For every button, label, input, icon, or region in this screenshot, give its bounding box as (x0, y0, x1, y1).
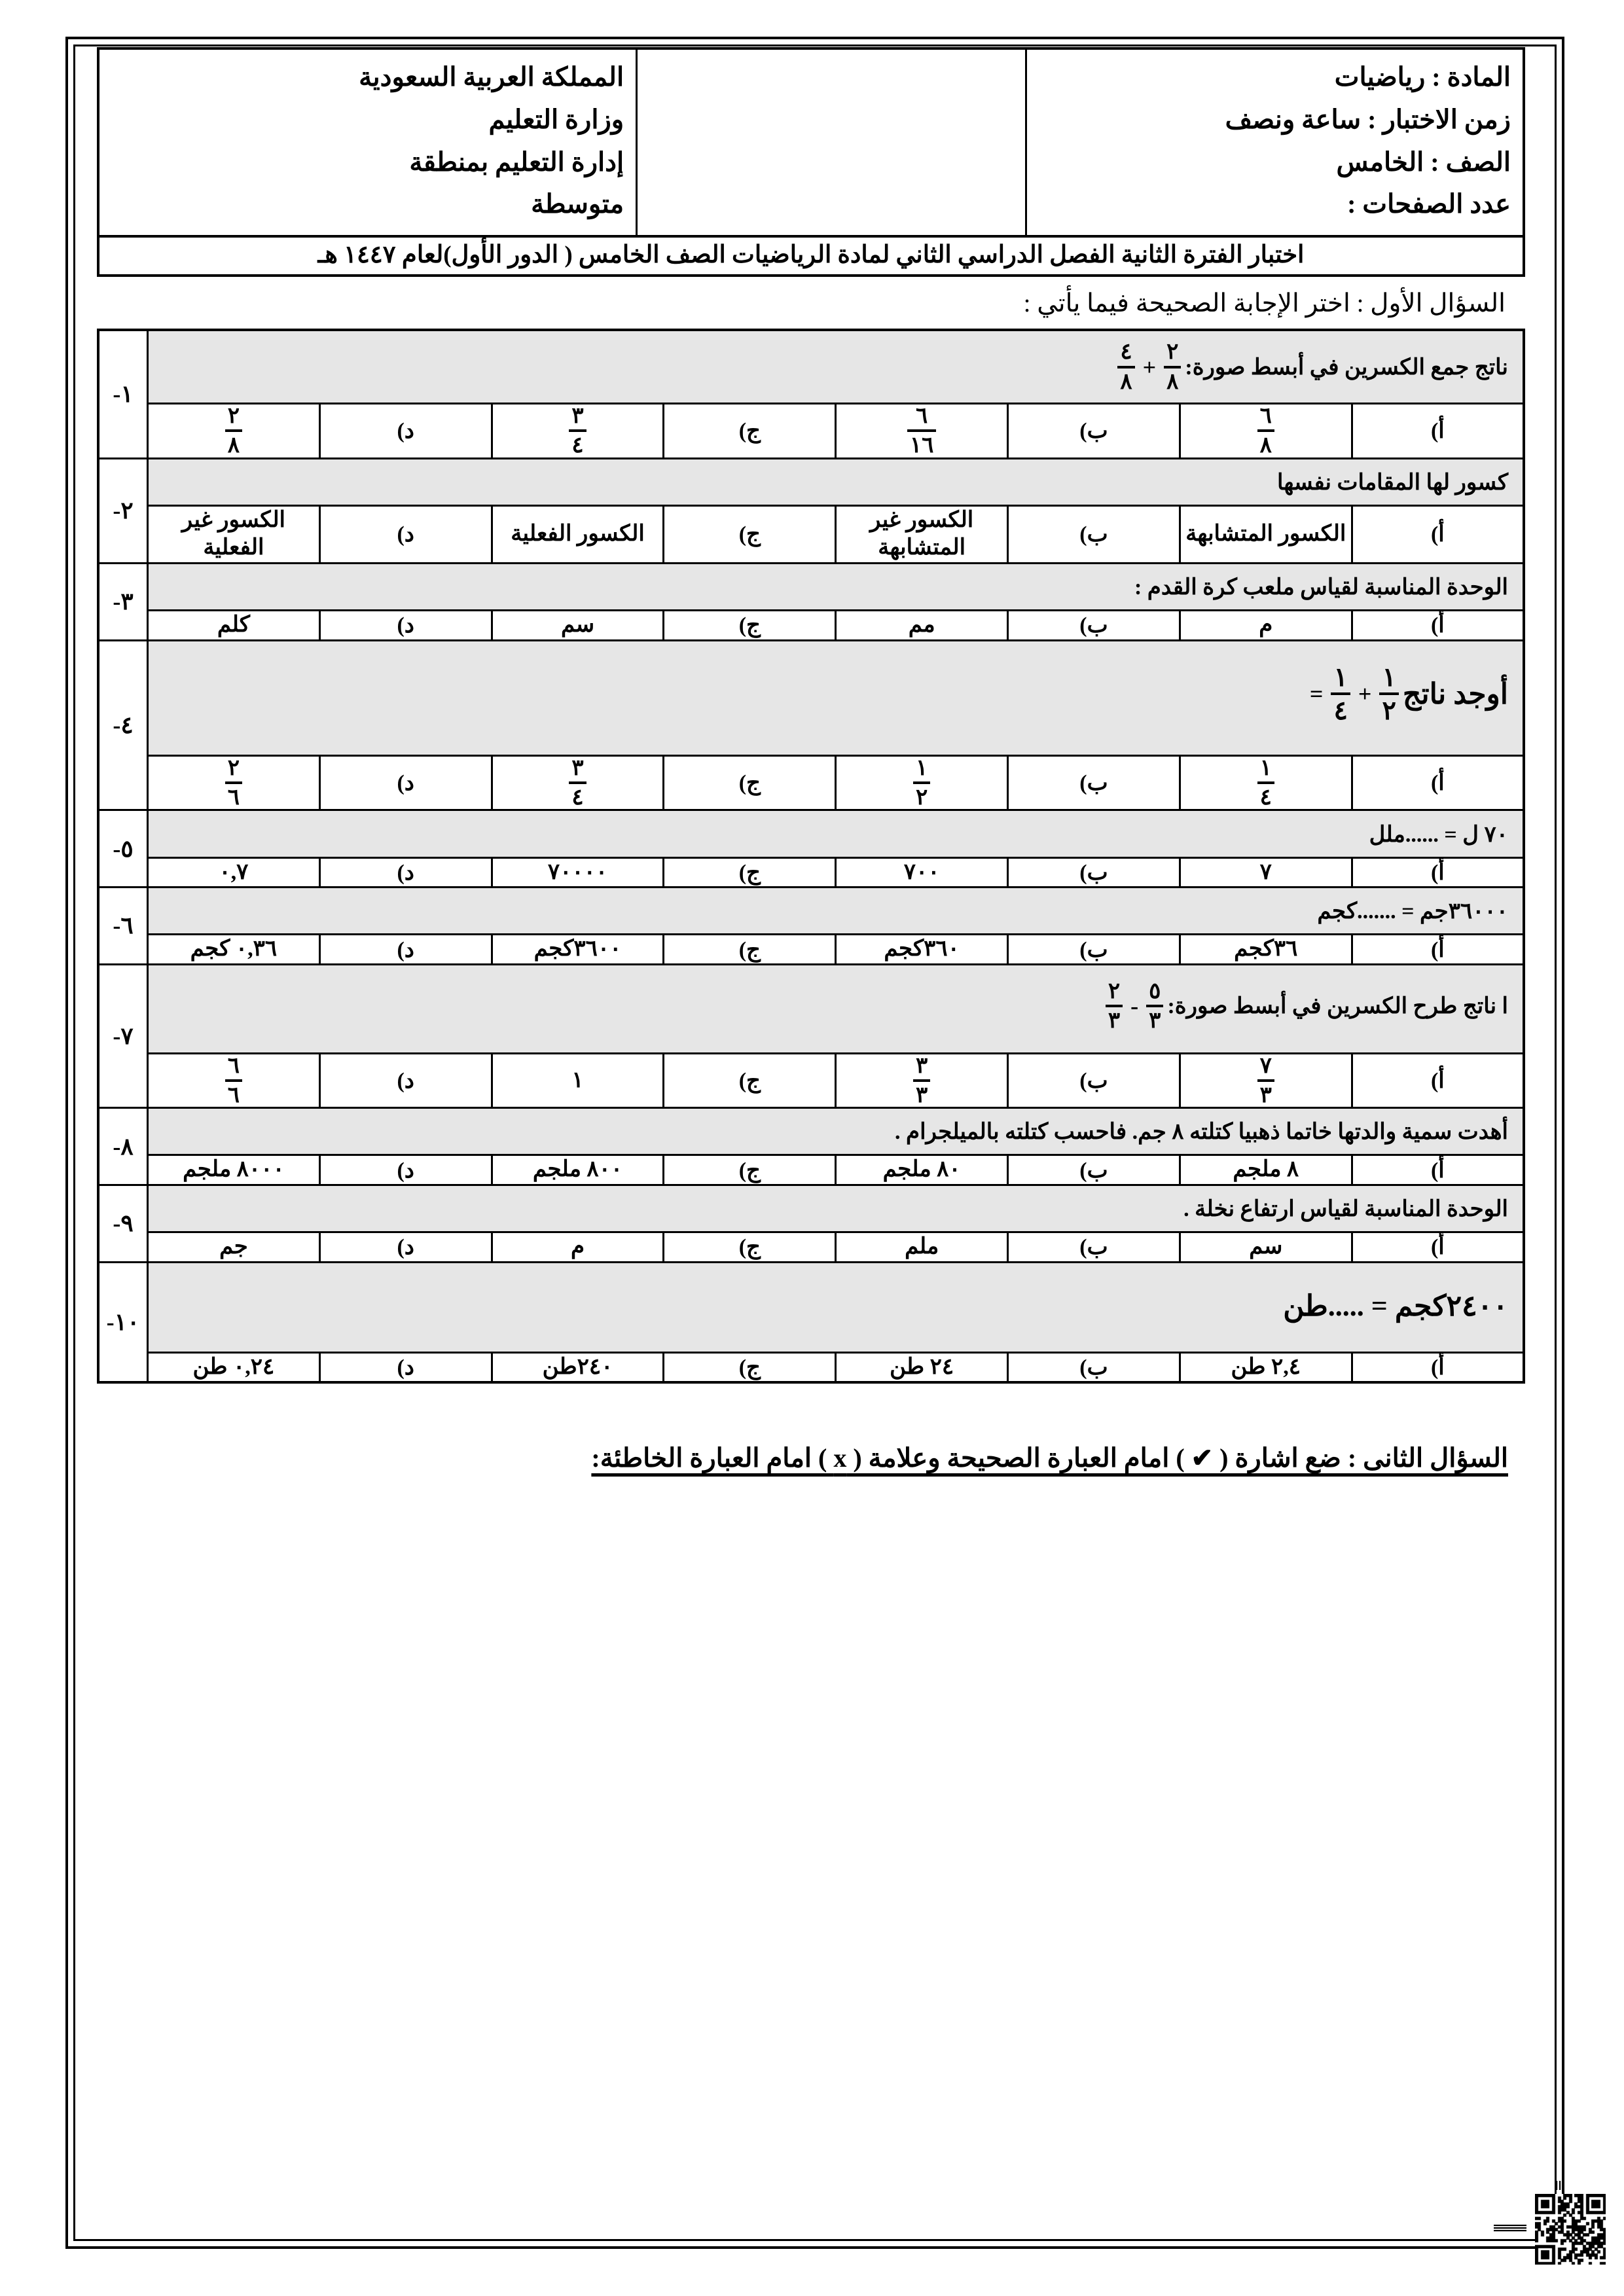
choice-option-5-1[interactable]: ٧ (1180, 857, 1352, 888)
choice-option-9-1[interactable]: سم (1180, 1232, 1352, 1263)
choice-option-4-1[interactable] (1180, 755, 1352, 810)
fraction (912, 757, 931, 810)
question-stem-text: الوحدة المناسبة لقياس ملعب كرة القدم : (1134, 575, 1508, 600)
choice-label-4-ب[interactable]: ب) (1008, 755, 1180, 810)
fraction (1104, 980, 1124, 1033)
question-stem-row (98, 888, 1524, 935)
fraction-denominator: ٨ (1166, 369, 1179, 394)
qr-code (1535, 2194, 1606, 2265)
fraction-numerator: ٣ (571, 403, 584, 428)
fraction-bar (569, 781, 586, 784)
question-number-2: ٢- (98, 458, 148, 563)
choice-option-6-2[interactable]: ٣٦٠كجم (836, 935, 1008, 965)
fraction-denominator: ٢ (916, 785, 928, 810)
multiple-choice-table (97, 329, 1525, 1384)
question-number-5: ٥- (98, 810, 148, 888)
fraction-numerator: ٢ (227, 403, 240, 428)
fraction-bar (913, 1079, 930, 1082)
choice-option-8-2[interactable]: ٨٠ ملجم (836, 1155, 1008, 1185)
choice-option-2-1[interactable]: الكسور المتشابهة (1180, 505, 1352, 563)
fraction-numerator: ١ (916, 755, 928, 780)
question-options-row (98, 505, 1524, 563)
question-options-row (98, 1155, 1524, 1185)
fraction (1256, 757, 1276, 810)
choice-option-9-4[interactable]: جم (148, 1232, 320, 1263)
fraction-numerator: ٦ (1259, 403, 1272, 428)
fraction-denominator: ٤ (1259, 785, 1272, 810)
choice-option-4-4[interactable] (148, 755, 320, 810)
choice-option-1-1[interactable] (1180, 403, 1352, 458)
choice-option-6-1[interactable]: ٣٦كجم (1180, 935, 1352, 965)
question-stem-text: أوجد ناتج (1402, 677, 1508, 710)
choice-label-6-أ[interactable]: أ) (1352, 935, 1524, 965)
fraction (1145, 980, 1164, 1033)
fraction-numerator: ٣ (571, 755, 584, 780)
fraction-denominator: ٨ (227, 433, 240, 458)
choice-option-10-3[interactable]: ٢٤٠طن (492, 1352, 664, 1382)
question-stem-3 (148, 563, 1525, 610)
choice-option-1-2[interactable] (836, 403, 1008, 458)
fraction-denominator: ٤ (571, 785, 584, 810)
fraction (224, 757, 244, 810)
choice-label-8-أ[interactable]: أ) (1352, 1155, 1524, 1185)
fraction-numerator: ١ (1333, 662, 1348, 692)
fraction (568, 757, 587, 810)
choice-label-3-ج[interactable]: ج) (664, 611, 836, 641)
question-stem-row (98, 1185, 1524, 1232)
header-grade-line: الصف : الخامس (1336, 147, 1511, 177)
fraction-denominator: ٦ (227, 1083, 240, 1107)
registration-ticks-vertical (1554, 2181, 1567, 2190)
fraction-bar (907, 429, 937, 432)
fraction (912, 1054, 931, 1107)
choice-option-9-2[interactable]: ملم (836, 1232, 1008, 1263)
choice-option-2-3[interactable]: الكسور الفعلية (492, 505, 664, 563)
question-options-row (98, 1053, 1524, 1108)
choice-option-7-4[interactable] (148, 1053, 320, 1108)
fraction-numerator: ٥ (1149, 978, 1161, 1003)
choice-label-8-ج[interactable]: ج) (664, 1155, 836, 1185)
math-operator: = (1309, 681, 1324, 708)
question-number-8: ٨- (98, 1108, 148, 1185)
fraction (1163, 340, 1182, 393)
fraction (1116, 340, 1136, 393)
choice-label-6-ج[interactable]: ج) (664, 935, 836, 965)
fraction-denominator: ٣ (1259, 1083, 1272, 1107)
fraction-bar (225, 781, 242, 784)
fraction-bar (913, 781, 930, 784)
choice-option-10-1[interactable]: ٢,٤ طن (1180, 1352, 1352, 1382)
choice-label-5-ب[interactable]: ب) (1008, 857, 1180, 888)
choice-option-9-3[interactable]: م (492, 1232, 664, 1263)
choice-label-10-ب[interactable]: ب) (1008, 1352, 1180, 1382)
choice-label-1-ب[interactable]: ب) (1008, 403, 1180, 458)
question-stem-row (98, 563, 1524, 610)
choice-option-4-2[interactable] (836, 755, 1008, 810)
choice-label-2-أ[interactable]: أ) (1352, 505, 1524, 563)
choice-label-9-ب[interactable]: ب) (1008, 1232, 1180, 1263)
header-duration-line: زمن الاختبار : ساعة ونصف (1225, 104, 1511, 134)
choice-label-9-أ[interactable]: أ) (1352, 1232, 1524, 1263)
choice-label-4-د[interactable]: د) (319, 755, 492, 810)
fraction-denominator: ٨ (1120, 369, 1132, 394)
choice-label-1-ج[interactable]: ج) (664, 403, 836, 458)
choice-option-4-3[interactable] (492, 755, 664, 810)
fraction-numerator: ٦ (227, 1053, 240, 1078)
question-options-row (98, 755, 1524, 810)
fraction (224, 1054, 244, 1107)
choice-option-6-3[interactable]: ٣٦٠٠كجم (492, 935, 664, 965)
question-stem-text: كسور لها المقامات نفسها (1276, 470, 1508, 495)
fraction-bar (1257, 1079, 1274, 1082)
fraction-denominator: ٤ (1333, 696, 1348, 726)
choice-label-5-ج[interactable]: ج) (664, 857, 836, 888)
question-stem-row (98, 1262, 1524, 1352)
choice-label-2-ج[interactable]: ج) (664, 505, 836, 563)
exam-title: اختبار الفترة الثانية الفصل الدراسي الثاني لمادة الرياضيات الصف الخامس ( الدور الأول)لعام ١٤٤٧ هـ (317, 242, 1305, 269)
question-number-6: ٦- (98, 888, 148, 965)
fraction-numerator: ٣ (916, 1053, 928, 1078)
question-options-row (98, 857, 1524, 888)
exam-title-row (97, 238, 1525, 277)
question-options-row (98, 403, 1524, 458)
question-number-10: ١٠- (98, 1262, 148, 1382)
header-department-line: إدارة التعليم بمنطقة (409, 147, 624, 177)
question-stem-row (98, 810, 1524, 857)
choice-option-10-2[interactable]: ٢٤ طن (836, 1352, 1008, 1382)
choice-label-10-أ[interactable]: أ) (1352, 1352, 1524, 1382)
section-two-heading: السؤال الثانى : ضع اشارة ( ✔ ) امام العبارة الصحيحة وعلامة ( x ) امام العبارة الخاطئة: (591, 1443, 1508, 1473)
math-operator: - (1130, 993, 1139, 1020)
fraction-denominator: ٣ (1149, 1009, 1161, 1033)
fraction-bar (1379, 692, 1398, 695)
question-stem-text: ٢٤٠٠كجم = .....طن (1283, 1289, 1508, 1322)
choice-label-7-ج[interactable]: ج) (664, 1053, 836, 1108)
question-options-row (98, 1232, 1524, 1263)
choice-option-8-3[interactable]: ٨٠٠ ملجم (492, 1155, 664, 1185)
choice-label-2-ب[interactable]: ب) (1008, 505, 1180, 563)
fraction-bar (1331, 692, 1350, 695)
choice-option-3-2[interactable]: مم (836, 611, 1008, 641)
question-stem-6 (148, 888, 1525, 935)
fraction-denominator: ٨ (1259, 433, 1272, 458)
choice-option-1-3[interactable] (492, 403, 664, 458)
fraction-numerator: ١ (1259, 755, 1272, 780)
question-stem-7 (148, 964, 1525, 1053)
question-stem-text: ناتج جمع الكسرين في أبسط صورة: (1185, 355, 1508, 380)
fraction-bar (1257, 429, 1274, 432)
fraction-numerator: ٢ (227, 755, 240, 780)
question-stem-10 (148, 1262, 1525, 1352)
choice-option-8-1[interactable]: ٨ ملجم (1180, 1155, 1352, 1185)
choice-option-3-1[interactable]: م (1180, 611, 1352, 641)
choice-option-2-4[interactable]: الكسور غير الفعلية (148, 505, 320, 563)
choice-option-7-3[interactable]: ١ (492, 1053, 664, 1108)
question-stem-9 (148, 1185, 1525, 1232)
fraction-numerator: ٢ (1108, 978, 1121, 1003)
choice-label-3-أ[interactable]: أ) (1352, 611, 1524, 641)
fraction-bar (1257, 781, 1274, 784)
question-stem-text: الوحدة المناسبة لقياس ارتفاع نخلة . (1183, 1197, 1508, 1222)
fraction-bar (1106, 1005, 1123, 1007)
choice-option-5-4[interactable]: ٠,٧ (148, 857, 320, 888)
fraction (1256, 1054, 1276, 1107)
document-content (97, 47, 1525, 1473)
choice-label-8-د[interactable]: د) (319, 1155, 492, 1185)
choice-label-10-د[interactable]: د) (319, 1352, 492, 1382)
question-number-1: ١- (98, 330, 148, 458)
choice-label-4-أ[interactable]: أ) (1352, 755, 1524, 810)
question-number-7: ٧- (98, 964, 148, 1107)
fraction-denominator: ٣ (916, 1083, 928, 1107)
choice-label-5-د[interactable]: د) (319, 857, 492, 888)
question-stem-text: ٣٦٠٠٠جم = .......كجم (1317, 899, 1508, 924)
question-stem-row (98, 458, 1524, 505)
header-logo-cell (637, 48, 1026, 236)
fraction-numerator: ٦ (916, 403, 928, 428)
choice-option-5-3[interactable]: ٧٠٠٠٠ (492, 857, 664, 888)
choice-option-5-2[interactable]: ٧٠٠ (836, 857, 1008, 888)
question-stem-2 (148, 458, 1525, 505)
question-stem-row (98, 330, 1524, 403)
question-stem-4 (148, 640, 1525, 755)
question-stem-row (98, 640, 1524, 755)
choice-option-2-2[interactable]: الكسور غير المتشابهة (836, 505, 1008, 563)
question-stem-5 (148, 810, 1525, 857)
choice-option-7-2[interactable] (836, 1053, 1008, 1108)
choice-label-5-أ[interactable]: أ) (1352, 857, 1524, 888)
fraction-bar (1164, 366, 1181, 368)
choice-option-3-4[interactable]: كلم (148, 611, 320, 641)
choice-option-6-4[interactable]: ٠,٣٦ كجم (148, 935, 320, 965)
choice-label-7-د[interactable]: د) (319, 1053, 492, 1108)
fraction-bar (1146, 1005, 1163, 1007)
question-stem-text: أهدت سمية والدتها خاتما ذهبيا كتلته ٨ جم. فاحسب كتلته بالميلجرام . (895, 1120, 1508, 1145)
fraction (568, 404, 587, 457)
section-one-heading: السؤال الأول : اختر الإجابة الصحيحة فيما يأتي : (1023, 289, 1506, 318)
choice-label-2-د[interactable]: د) (319, 505, 492, 563)
choice-label-6-د[interactable]: د) (319, 935, 492, 965)
question-stem-row (98, 1108, 1524, 1155)
header-ministry-line: وزارة التعليم (488, 104, 624, 134)
header-subject-line: المادة : رياضيات (1334, 62, 1511, 92)
choice-label-3-ب[interactable]: ب) (1008, 611, 1180, 641)
fraction-denominator: ٣ (1108, 1009, 1121, 1033)
header-country-line: المملكة العربية السعودية (359, 62, 624, 92)
choice-label-9-ج[interactable]: ج) (664, 1232, 836, 1263)
choice-option-3-3[interactable]: سم (492, 611, 664, 641)
fraction (1329, 664, 1351, 725)
choice-label-6-ب[interactable]: ب) (1008, 935, 1180, 965)
choice-option-7-1[interactable] (1180, 1053, 1352, 1108)
fraction-numerator: ١ (1382, 662, 1396, 692)
table-row (98, 48, 1524, 236)
choice-label-3-د[interactable]: د) (319, 611, 492, 641)
choice-label-8-ب[interactable]: ب) (1008, 1155, 1180, 1185)
fraction-bar (225, 429, 242, 432)
choice-label-1-د[interactable]: د) (319, 403, 492, 458)
fraction-denominator: ٦ (227, 785, 240, 810)
choice-label-9-د[interactable]: د) (319, 1232, 492, 1263)
fraction-numerator: ٧ (1259, 1053, 1272, 1078)
question-stem-row (98, 964, 1524, 1053)
question-stem-1 (148, 330, 1525, 403)
header-pagecount-line: عدد الصفحات : (1347, 189, 1511, 219)
question-options-row (98, 611, 1524, 641)
question-stem-text: ا ناتج طرح الكسرين في أبسط صورة: (1167, 994, 1508, 1019)
math-operator: + (1142, 353, 1157, 380)
fraction-bar (569, 429, 586, 432)
choice-label-7-أ[interactable]: أ) (1352, 1053, 1524, 1108)
fraction (906, 404, 938, 457)
choice-option-1-4[interactable] (148, 403, 320, 458)
question-options-row (98, 935, 1524, 965)
fraction-numerator: ٢ (1166, 340, 1179, 365)
fraction-numerator: ٤ (1120, 340, 1132, 365)
choice-label-7-ب[interactable]: ب) (1008, 1053, 1180, 1108)
choice-label-1-أ[interactable]: أ) (1352, 403, 1524, 458)
fraction-denominator: ١٦ (909, 433, 934, 458)
question-number-4: ٤- (98, 640, 148, 810)
header-identity-table (97, 47, 1525, 238)
question-stem-8 (148, 1108, 1525, 1155)
registration-ticks-horizontal (1494, 2223, 1526, 2232)
choice-option-8-4[interactable]: ٨٠٠٠ ملجم (148, 1155, 320, 1185)
fraction-denominator: ٤ (571, 433, 584, 458)
fraction-denominator: ٢ (1382, 696, 1396, 726)
math-operator: + (1358, 681, 1372, 708)
question-options-row (98, 1352, 1524, 1382)
fraction (224, 404, 244, 457)
header-subject-cell (1026, 48, 1524, 236)
fraction (1378, 664, 1399, 725)
header-school-line: متوسطة (531, 189, 624, 219)
choice-option-10-4[interactable]: ٠,٢٤ طن (148, 1352, 320, 1382)
fraction-bar (1117, 366, 1134, 368)
choice-label-10-ج[interactable]: ج) (664, 1352, 836, 1382)
question-number-9: ٩- (98, 1185, 148, 1262)
header-ministry-cell (98, 48, 637, 236)
fraction-bar (225, 1079, 242, 1082)
choice-label-4-ج[interactable]: ج) (664, 755, 836, 810)
question-stem-text: ٧٠ ل = ......ملل (1369, 822, 1508, 847)
question-number-3: ٣- (98, 563, 148, 640)
fraction (1256, 404, 1276, 457)
